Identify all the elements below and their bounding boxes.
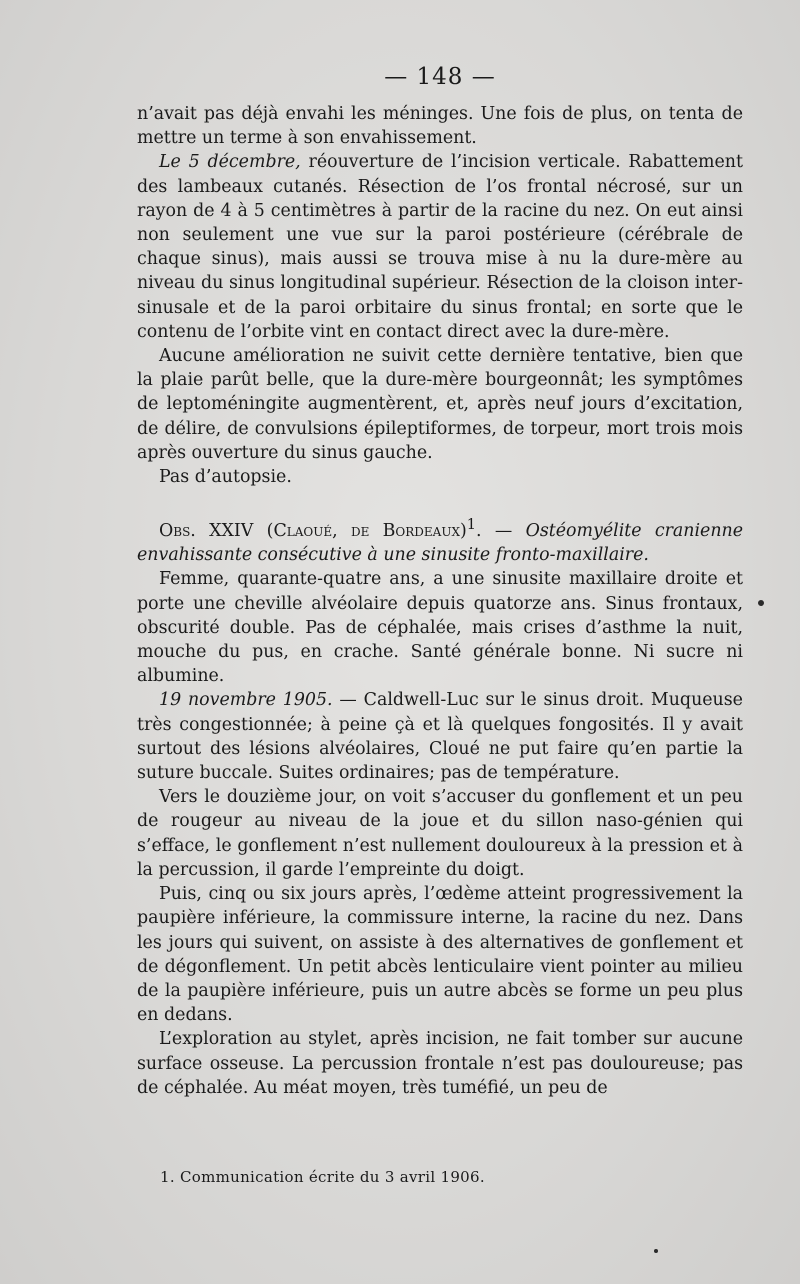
- observation-separator: . —: [476, 521, 526, 542]
- paragraph-9: Puis, cinq ou six jours après, l’œdème atteint progressivement la paupière inférieure, la commissure interne, la racine du nez. Dans les jours qui suivent, on assiste à des alternatives de gonflement et de dégonflement. Un petit abcès lenticulaire vient pointer au milieu de la paupière inférieure, puis un autre abcès se forme un peu plus en dedans.: [137, 884, 743, 1026]
- paragraph-2-text: réouverture de l’incision verticale. Rabattement des lambeaux cutanés. Résection de l’os frontal nécrosé, sur un rayon de 4 à 5 centimètres à partir de la racine du nez. On eut ainsi non seulement une vue sur la paroi postérieure (cérébrale de chaque sinus), mais aussi se trouva mise à nu la dure-mère au niveau du sinus longitudinal supérieur. Résection de la cloison inter-sinusale et de la paroi orbitaire du sinus frontal; en sorte que le contenu de l’orbite vint en contact direct avec la dure-mère.: [137, 152, 743, 342]
- paragraph-4: Pas d’autopsie.: [159, 467, 292, 488]
- paragraph-1: n’avait pas déjà envahi les méninges. Une fois de plus, on tenta de mettre un terme à son envahissement.: [137, 104, 743, 149]
- body-text: [137, 102, 743, 1100]
- date-19-novembre: 19 novembre 1905.: [159, 690, 333, 711]
- observation-title: Ostéomyélite cranienne envahissante consécutive à une sinusite fronto-maxillaire.: [137, 521, 744, 566]
- date-5-decembre: Le 5 décembre,: [159, 152, 301, 173]
- print-speck-dot: [654, 1249, 658, 1253]
- observation-author: (Claoué, de Bordeaux): [266, 521, 467, 542]
- paragraph-7: [137, 688, 743, 785]
- paragraph-7-text: — Caldwell-Luc sur le sinus droit. Muqueuse très congestionnée; à peine çà et là quelques fongosités. Il y avait surtout des lésions alvéolaires, Cloué ne put faire qu’en partie la suture buccale. Suites ordinaires; pas de température.: [137, 690, 743, 784]
- print-speck-dot: [758, 600, 764, 606]
- observation-label: Obs. XXIV: [159, 521, 254, 542]
- paragraph-10: L’exploration au stylet, après incision, ne fait tomber sur aucune surface osseuse. La percussion frontale n’est pas douloureuse; pas de céphalée. Au méat moyen, très tuméfié, un peu de: [137, 1029, 743, 1098]
- paragraph-2: [137, 150, 743, 344]
- paragraph-8: Vers le douzième jour, on voit s’accuser du gonflement et un peu de rougeur au niveau de la joue et du sillon naso-génien qui s’efface, le gonflement n’est nullement douloureux à la pression et à la percussion, il garde l’empreinte du doigt.: [137, 787, 743, 880]
- observation-heading: [137, 513, 743, 567]
- paragraph-3: Aucune amélioration ne suivit cette dernière tentative, bien que la plaie parût belle, que la dure-mère bourgeonnât; les symptômes de leptoméningite augmentèrent, et, après neuf jours d’excitation, de délire, de convulsions épileptiformes, de torpeur, mort trois mois après ouverture du sinus gauche.: [137, 346, 743, 463]
- footnote-marker: 1: [466, 517, 477, 534]
- page-number: — 148 —: [384, 64, 496, 90]
- footnote: 1. Communication écrite du 3 avril 1906.: [160, 1168, 485, 1186]
- paragraph-6: Femme, quarante-quatre ans, a une sinusite maxillaire droite et porte une cheville alvéolaire depuis quatorze ans. Sinus frontaux, obscurité double. Pas de céphalée, mais crises d’asthme la nuit, mouche du pus, en crache. Santé générale bonne. Ni sucre ni albumine.: [137, 569, 743, 687]
